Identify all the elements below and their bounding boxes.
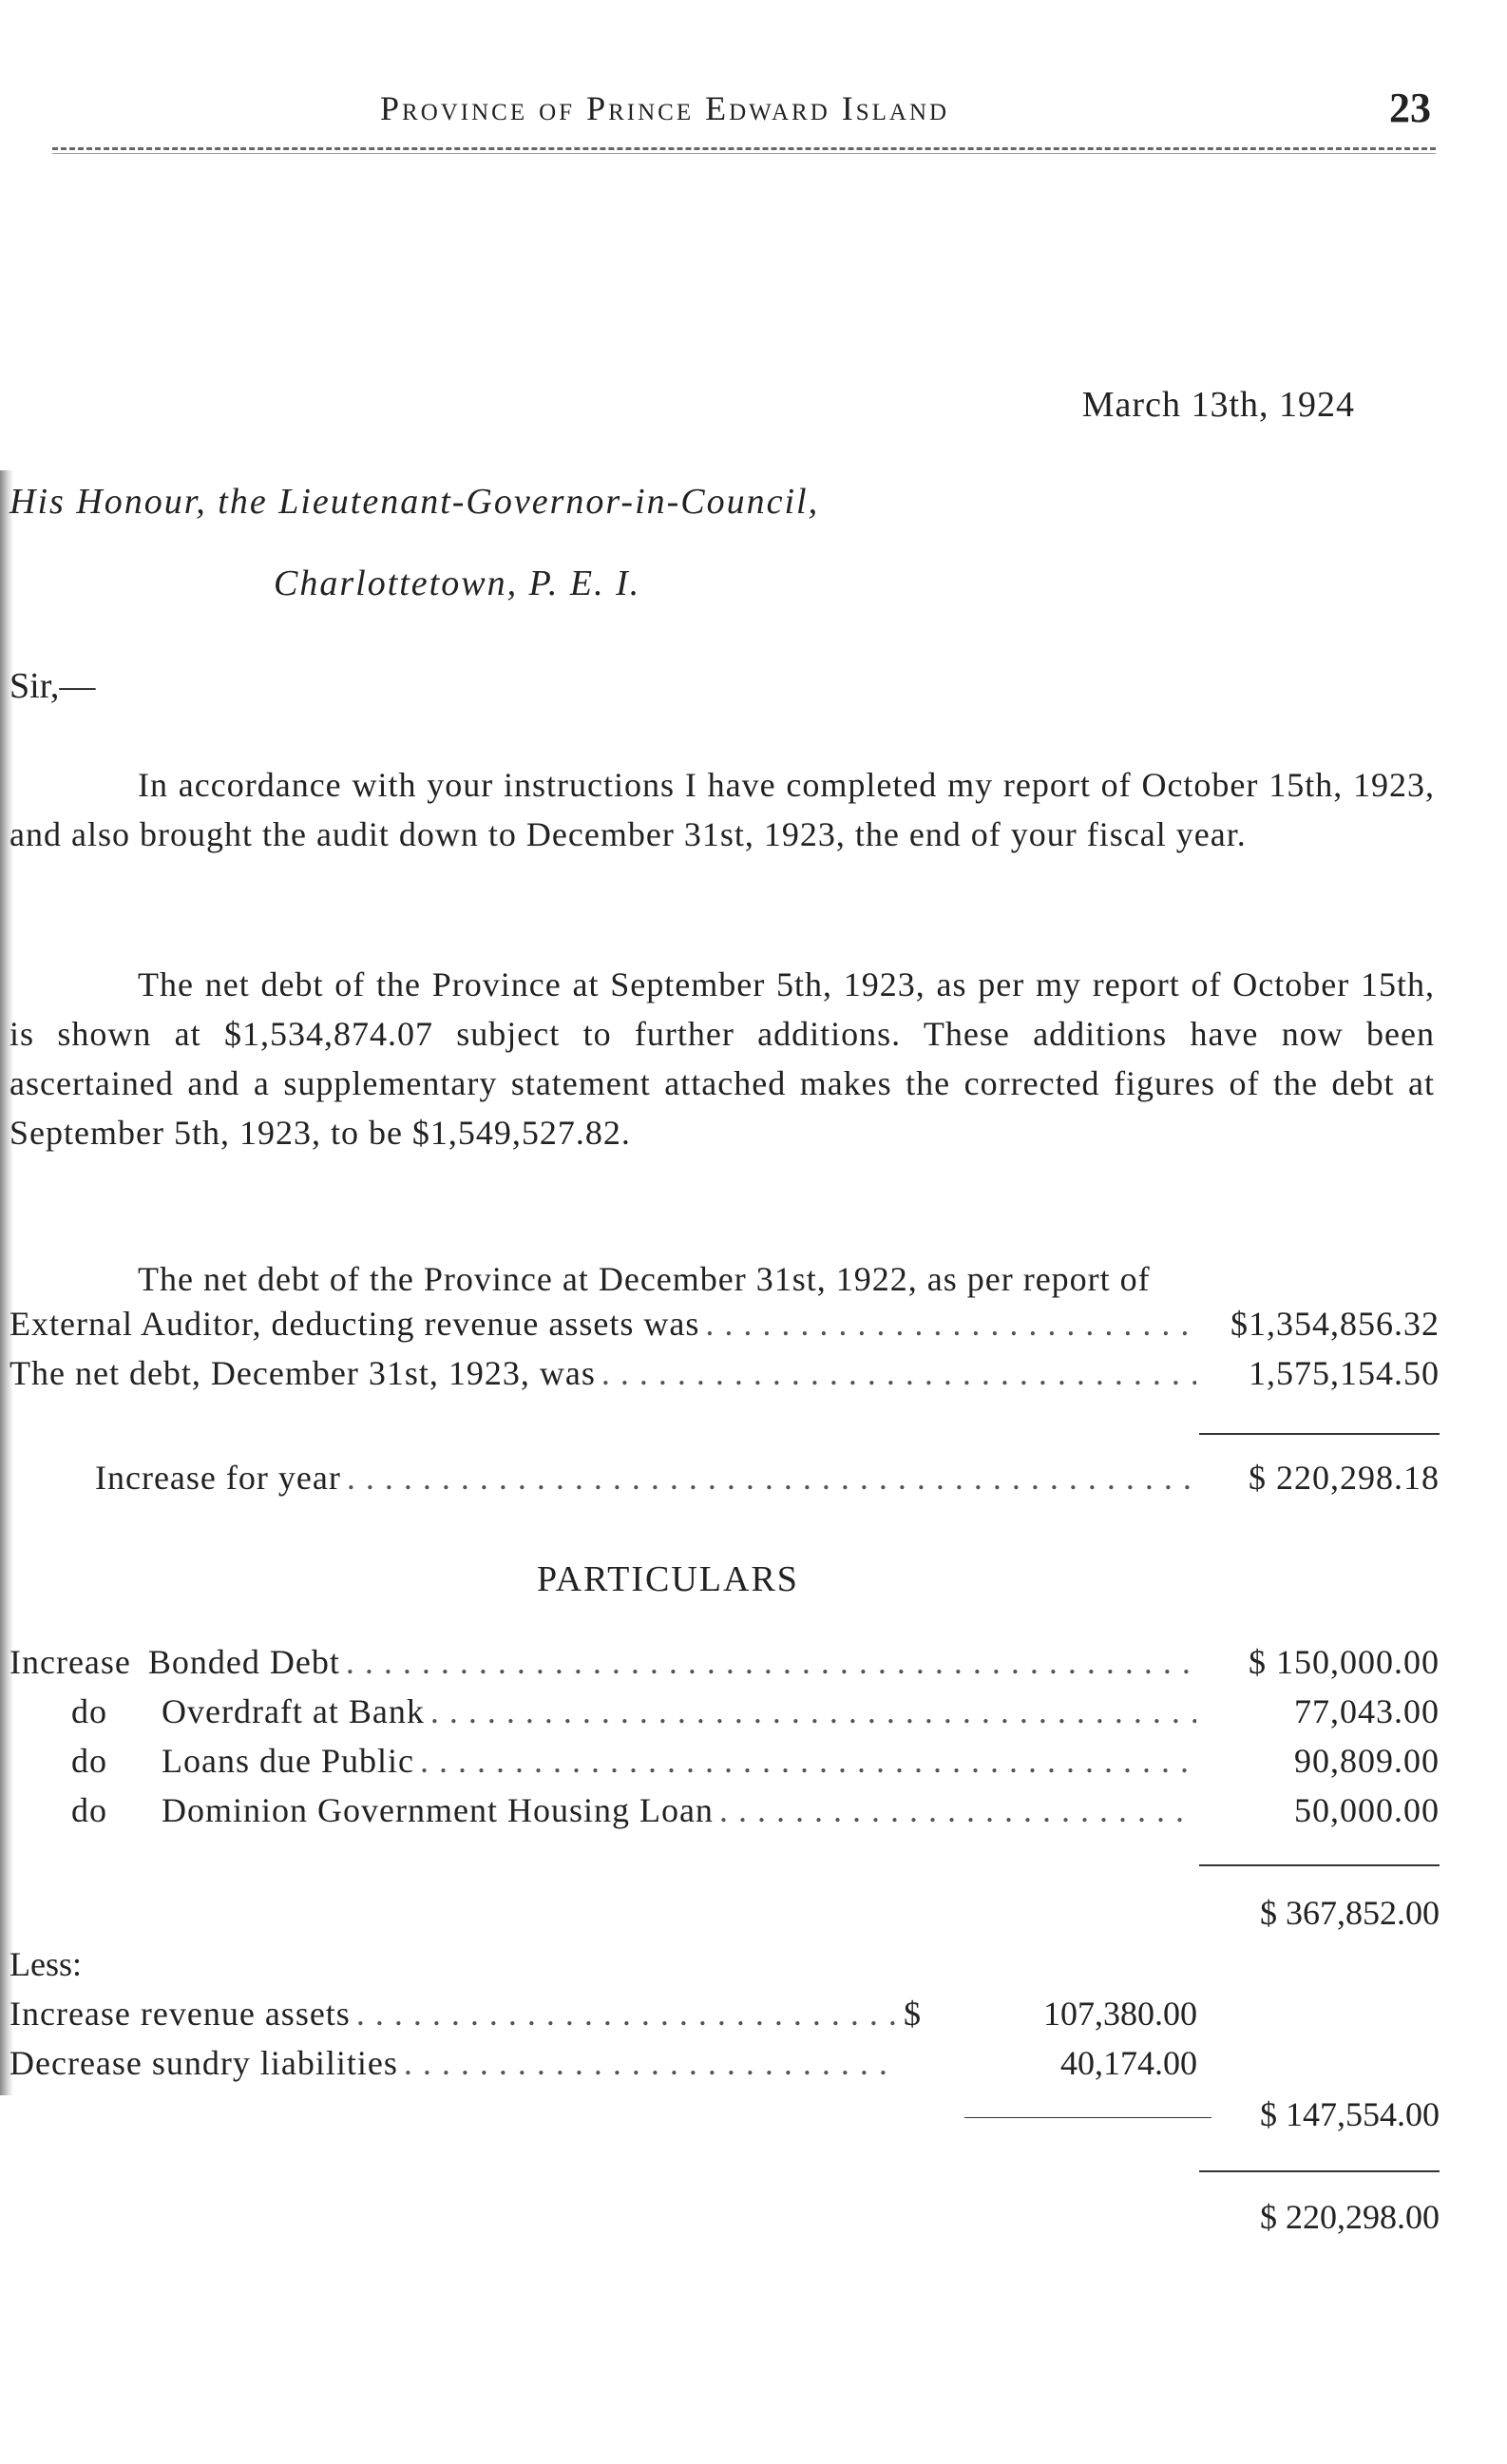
dot-leader bbox=[347, 1458, 1196, 1498]
debt-row-external-auditor bbox=[10, 1304, 1440, 1344]
page-header-title: Province of Prince Edward Island bbox=[380, 89, 950, 127]
particulars-prefix: do bbox=[71, 1692, 107, 1730]
increase-label: Increase for year bbox=[95, 1459, 341, 1497]
particulars-label: Bonded Debt bbox=[147, 1643, 340, 1681]
particulars-amount: 50,000.00 bbox=[1294, 1791, 1440, 1829]
letter-addressee: His Honour, the Lieutenant-Governor-in-Council, bbox=[10, 482, 820, 522]
dot-leader bbox=[420, 1741, 1196, 1781]
letter-paragraph-2: The net debt of the Province at September 5th, 1923, as per my report of October 15th, is shown at $1,534,874.07 subject to further additions. These additions have now been ascertained and a supplementary statement attached makes the corrected figures of the debt at September 5th, 1923, to be $1,549,527.82. bbox=[10, 965, 1435, 1152]
particulars-amount: 90,809.00 bbox=[1294, 1742, 1440, 1780]
header-divider bbox=[52, 147, 1436, 150]
page-number: 23 bbox=[1389, 85, 1431, 131]
particulars-item bbox=[10, 1642, 1440, 1682]
dot-leader bbox=[719, 1790, 1196, 1830]
less-rule bbox=[964, 2117, 1211, 2118]
particulars-prefix: do bbox=[71, 1742, 107, 1780]
particulars-amount: $ 150,000.00 bbox=[1249, 1643, 1440, 1681]
less-item-label: Decrease sundry liabilities bbox=[10, 2044, 398, 2082]
letter-paragraph-1: In accordance with your instructions I have completed my report of October 15th, 1923, and also brought the audit down to December 31st, 1923, the end of your fiscal year. bbox=[10, 766, 1435, 853]
particulars-subtotal: $ 367,852.00 bbox=[1260, 1894, 1440, 1932]
dot-leader bbox=[430, 1691, 1196, 1731]
sum-rule bbox=[1199, 2170, 1440, 2172]
header-divider-thin bbox=[52, 153, 1436, 154]
debt-row-label: The net debt, December 31st, 1923, was bbox=[10, 1354, 596, 1392]
particulars-amount: 77,043.00 bbox=[1294, 1692, 1440, 1730]
increase-for-year-row bbox=[95, 1458, 1440, 1498]
particulars-label: Overdraft at Bank bbox=[162, 1692, 425, 1730]
less-item bbox=[10, 1994, 922, 2034]
dot-leader bbox=[705, 1304, 1196, 1344]
less-label: Less: bbox=[10, 1945, 82, 1983]
dot-leader bbox=[346, 1642, 1196, 1682]
letter-salutation: Sir,— bbox=[10, 666, 96, 706]
sum-rule bbox=[1199, 1864, 1440, 1866]
less-item bbox=[10, 2043, 903, 2083]
particulars-prefix: do bbox=[71, 1791, 107, 1829]
particulars-prefix: Increase bbox=[10, 1643, 131, 1681]
letter-address-line: Charlottetown, P. E. I. bbox=[274, 563, 641, 603]
debt-row-amount: 1,575,154.50 bbox=[1249, 1354, 1440, 1392]
sum-rule bbox=[1199, 1433, 1440, 1435]
letter-date: March 13th, 1924 bbox=[1081, 385, 1355, 425]
particulars-label: Dominion Government Housing Loan bbox=[162, 1791, 714, 1829]
letter-paragraph-3: The net debt of the Province at December 31st, 1922, as per report of bbox=[138, 1260, 1151, 1298]
dot-leader bbox=[356, 1994, 898, 2034]
less-total: $ 147,554.00 bbox=[1260, 2095, 1440, 2133]
particulars-label: Loans due Public bbox=[162, 1742, 414, 1780]
dot-leader bbox=[601, 1353, 1196, 1393]
less-item-amount: 107,380.00 bbox=[1043, 1995, 1197, 2033]
debt-row-amount: $1,354,856.32 bbox=[1230, 1305, 1440, 1343]
particulars-item bbox=[71, 1790, 1440, 1830]
final-total: $ 220,298.00 bbox=[1260, 2198, 1440, 2236]
dot-leader bbox=[404, 2043, 897, 2083]
debt-row-label: External Auditor, deducting revenue assets was bbox=[10, 1305, 700, 1343]
less-item-label: Increase revenue assets bbox=[10, 1995, 351, 2033]
less-item-amount: 40,174.00 bbox=[1060, 2044, 1197, 2082]
particulars-heading: PARTICULARS bbox=[537, 1559, 799, 1599]
less-item-currency: $ bbox=[904, 1995, 922, 2033]
particulars-item bbox=[71, 1691, 1440, 1731]
increase-amount: $ 220,298.18 bbox=[1249, 1459, 1440, 1497]
particulars-item bbox=[71, 1741, 1440, 1781]
debt-row-december-1923 bbox=[10, 1353, 1440, 1393]
